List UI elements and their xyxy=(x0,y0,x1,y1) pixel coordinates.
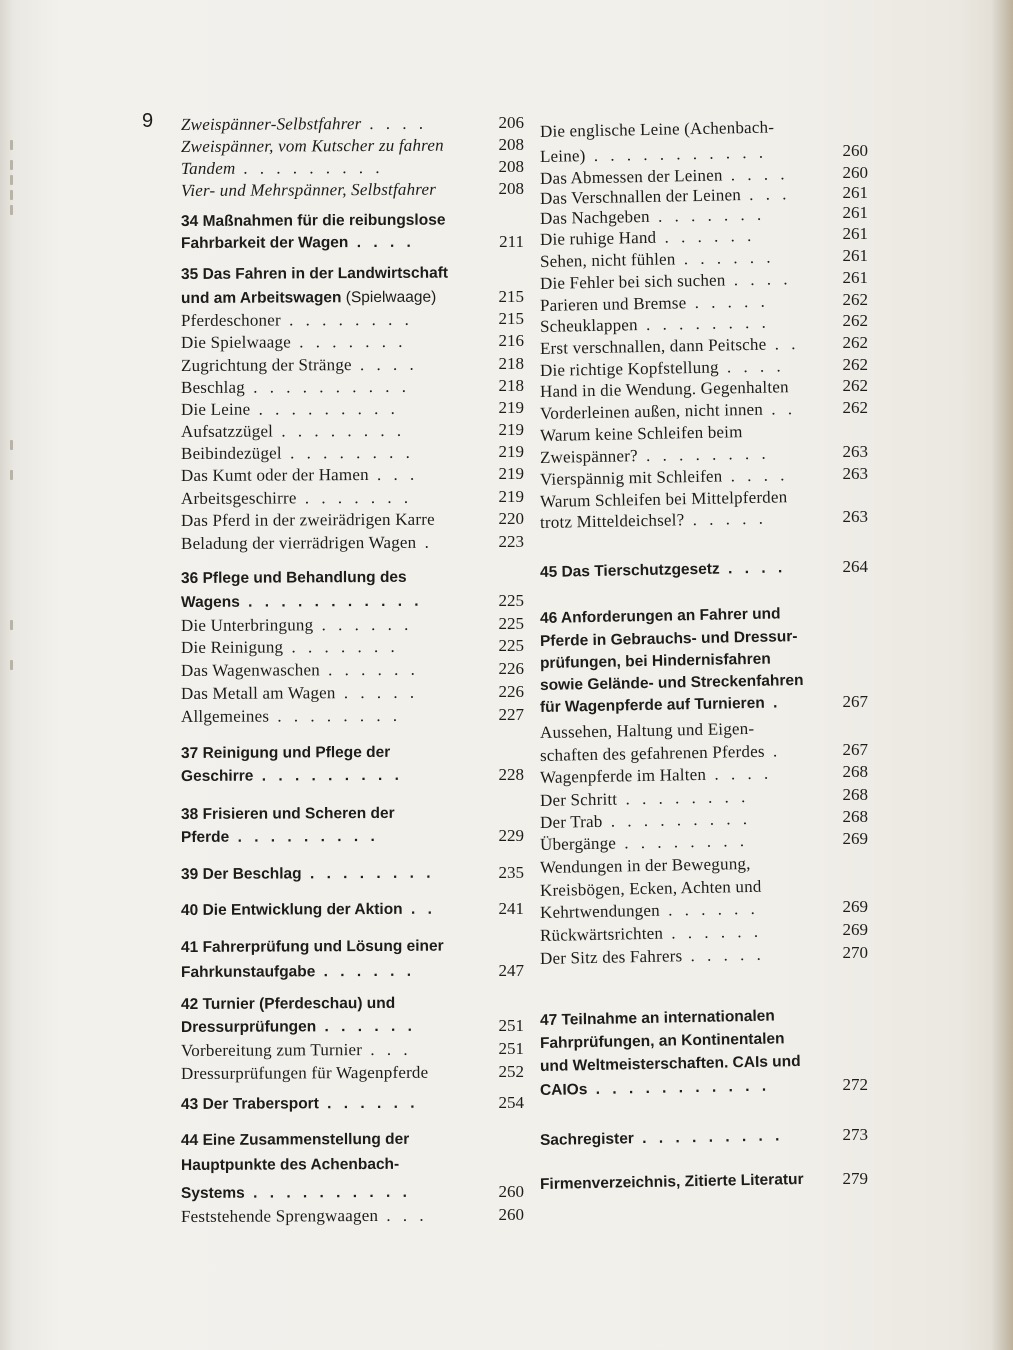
left-toc-entry-title: Das Pferd in der zweirädrigen Karre xyxy=(180,509,435,530)
right-toc-entry xyxy=(540,1028,785,1055)
right-toc-entry-title: Der Schritt xyxy=(539,789,618,810)
leader-dots: . . . . . . . xyxy=(296,487,413,508)
leader-dots: . . xyxy=(766,334,800,354)
left-toc-entry xyxy=(181,1062,428,1085)
right-toc-entry xyxy=(540,830,748,856)
page-binding xyxy=(0,0,18,1350)
left-toc-page-number: 252 xyxy=(498,1062,524,1082)
right-toc-page-number: 262 xyxy=(842,290,868,310)
right-toc-page-number: 262 xyxy=(842,355,868,375)
right-toc-page-number: 263 xyxy=(842,442,868,462)
leader-dots: . . . . . . xyxy=(316,1017,416,1036)
left-toc-entry xyxy=(181,1205,428,1228)
left-toc-page-number: 226 xyxy=(498,659,524,679)
left-toc-page-number: 215 xyxy=(498,309,524,329)
right-toc-entry-title: Warum keine Schleifen beim xyxy=(539,422,743,445)
right-toc-entry-title: Scheuklappen xyxy=(539,315,638,336)
left-toc-entry xyxy=(181,826,379,849)
left-toc-entry xyxy=(181,210,446,233)
right-toc-entry-title: Wagenpferde im Halten xyxy=(539,764,707,787)
left-toc-entry-title: Das Kumt oder der Hamen xyxy=(180,465,369,485)
right-toc-entry-title: Die Fehler bei sich suchen xyxy=(539,270,726,293)
right-toc-entry-title: Parieren und Bremse xyxy=(539,293,687,315)
left-toc-entry xyxy=(181,1129,409,1152)
left-toc-entry-title: Systems xyxy=(180,1184,245,1202)
leader-dots: . . . . . . . . xyxy=(269,705,402,726)
leader-dots: . . . . . xyxy=(686,291,770,313)
left-toc-entry-title: 35 Das Fahren in der Landwirtschaft xyxy=(180,264,449,283)
left-toc-entry xyxy=(181,509,435,532)
left-toc-page-number: 225 xyxy=(498,614,524,634)
right-toc-page-number: 260 xyxy=(842,141,868,161)
leader-dots: . . . . . . . . . xyxy=(250,398,399,419)
left-toc-entry-title: Dressurprüfungen für Wagenpferde xyxy=(180,1062,429,1083)
left-toc-entry xyxy=(181,659,419,682)
right-toc-entry-title: prüfungen, bei Hindernisfahren xyxy=(539,650,771,672)
left-toc-entry xyxy=(181,442,414,465)
left-toc-entry-title: 44 Eine Zusammenstellung der xyxy=(180,1130,410,1149)
left-toc-entry xyxy=(181,135,444,158)
left-toc-page-number: 251 xyxy=(498,1016,524,1036)
right-toc-entry xyxy=(540,1005,775,1032)
right-toc-entry-title: Die ruhige Hand xyxy=(539,227,657,249)
left-toc-entry xyxy=(181,636,399,659)
right-toc-entry-title: Übergänge xyxy=(539,833,617,854)
right-toc-entry xyxy=(540,1076,771,1102)
right-toc-entry-title: Sachregister xyxy=(539,1130,635,1149)
right-toc-entry xyxy=(540,763,773,789)
leader-dots: . . . . . . . . . . xyxy=(244,376,410,397)
leader-dots: . . . . . xyxy=(335,682,419,703)
left-toc-entry xyxy=(181,113,428,136)
right-toc-entry-title: Vorderleinen außen, nicht innen xyxy=(539,399,764,423)
left-toc-entry-title: Aufsatzzügel xyxy=(180,421,274,441)
binding-stitch xyxy=(10,620,13,630)
left-toc-entry-title: Allgemeines xyxy=(180,706,270,726)
right-toc-entry-title: Zweispänner? xyxy=(539,446,638,467)
left-toc-entry xyxy=(181,532,433,555)
left-toc-page-number: 218 xyxy=(498,376,524,396)
left-toc-entry xyxy=(181,179,436,202)
left-toc-page-number: 235 xyxy=(498,863,524,883)
left-toc-entry xyxy=(181,331,407,354)
left-toc-entry xyxy=(181,232,415,255)
leader-dots: . . . . xyxy=(718,356,785,377)
right-toc-entry-title: und Weltmeisterschaften. CAIs und xyxy=(539,1052,801,1075)
right-toc-entry xyxy=(540,557,787,584)
left-toc-entry xyxy=(181,354,418,377)
right-toc-entry xyxy=(540,718,755,744)
right-toc-entry-title: Das Abmessen der Leinen xyxy=(539,165,723,188)
leader-dots: . . . . . . xyxy=(315,962,416,981)
right-toc-page-number: 268 xyxy=(842,762,868,782)
left-toc-entry-title: Fahrbarkeit der Wagen xyxy=(180,234,349,252)
leader-dots: . . . xyxy=(740,184,791,205)
left-toc-entry-title: 34 Maßnahmen für die reibungslose xyxy=(180,211,446,230)
left-toc-page-number: 218 xyxy=(498,354,524,374)
left-toc-page-number: 227 xyxy=(498,705,524,725)
left-toc-entry-title: und am Arbeitswagen xyxy=(180,289,342,307)
leader-dots: . . . . . . . . xyxy=(280,309,413,330)
right-toc-entry-title: Warum Schleifen bei Mittelpferden xyxy=(539,487,788,511)
left-toc-entry xyxy=(181,309,413,332)
leader-dots: . . . xyxy=(362,1039,412,1060)
right-toc-page-number: 268 xyxy=(842,807,868,827)
binding-stitch xyxy=(10,175,13,185)
left-toc-entry-title: Die Reinigung xyxy=(180,637,284,657)
left-toc-entry-title: Tandem xyxy=(180,158,236,178)
left-toc-entry xyxy=(181,765,403,788)
right-toc-page-number: 263 xyxy=(842,464,868,484)
leader-dots: . . . . xyxy=(361,113,428,134)
leader-dots: . . xyxy=(762,399,797,419)
left-toc-page-number: 229 xyxy=(498,826,524,846)
leader-dots: . . . . . . . . . xyxy=(235,157,384,178)
leader-dots: . . . . . . . . xyxy=(273,420,406,441)
leader-dots: . . . . . xyxy=(684,508,768,530)
right-toc-entry-title: CAIOs xyxy=(539,1081,588,1099)
left-toc-entry xyxy=(181,1016,416,1039)
left-toc-entry xyxy=(181,287,436,310)
right-toc-entry-title: Sehen, nicht fühlen xyxy=(539,249,676,271)
right-toc-entry-title: Kehrtwendungen xyxy=(539,900,661,922)
leader-dots: . . . xyxy=(378,1205,428,1225)
left-toc-page-number: 225 xyxy=(498,591,524,611)
left-toc-page-number: 206 xyxy=(498,113,524,133)
left-toc-entry-title: Zweispänner, vom Kutscher zu fahren xyxy=(180,135,444,156)
left-toc-page-number: 254 xyxy=(498,1093,524,1113)
leader-dots: . . . . . . . . . . . xyxy=(239,592,423,611)
leader-dots: . . . . xyxy=(351,354,418,375)
left-toc-entry-title: Hauptpunkte des Achenbach- xyxy=(180,1155,400,1174)
left-toc-entry-title: Zweispänner-Selbstfahrer xyxy=(180,114,362,134)
left-toc-entry xyxy=(181,263,448,286)
left-toc-entry xyxy=(181,376,410,399)
binding-stitch xyxy=(10,205,13,215)
left-toc-entry-title: Fahrkunstaufgabe xyxy=(180,963,316,981)
left-toc-page-number: 219 xyxy=(498,442,524,462)
leader-dots: . . xyxy=(402,900,436,918)
right-toc-page-number: 262 xyxy=(842,311,868,331)
left-toc-entry xyxy=(181,157,384,180)
leader-dots: . . . . . xyxy=(682,944,765,966)
left-toc-entry-title: 39 Der Beschlag xyxy=(180,865,302,883)
left-toc-entry xyxy=(181,863,435,886)
right-toc-entry-title: Pferde in Gebrauchs- und Dressur- xyxy=(539,628,798,650)
right-toc-entry-title: Wendungen in der Bewegung, xyxy=(539,853,751,877)
right-toc-entry xyxy=(540,117,775,143)
binding-stitch xyxy=(10,440,13,450)
chapter-number: 9 xyxy=(142,110,154,132)
right-toc-entry xyxy=(540,508,767,534)
left-toc-entry-title: 36 Pflege und Behandlung des xyxy=(180,568,407,587)
left-toc-entry-title: Die Unterbringung xyxy=(180,615,314,635)
right-toc-entry-title: Vierspännig mit Schleifen xyxy=(539,466,723,489)
left-toc-entry-title: Feststehende Sprengwaagen xyxy=(180,1205,379,1226)
left-toc-page-number: 208 xyxy=(498,157,524,177)
left-toc-entry-subtitle: (Spielwaage) xyxy=(341,288,437,307)
right-toc-entry-title: Aussehen, Haltung und Eigen- xyxy=(539,718,755,742)
left-toc-entry-title: Geschirre xyxy=(180,767,254,785)
leader-dots: . . . . . . . xyxy=(283,636,399,657)
left-toc-entry-title: Arbeitsgeschirre xyxy=(180,488,297,508)
left-toc-entry-title: Das Metall am Wagen xyxy=(180,683,336,703)
left-toc-entry-title: 38 Frisieren und Scheren der xyxy=(180,804,395,823)
leader-dots: . . . . . . . . . xyxy=(253,766,403,785)
right-toc-entry-title: für Wagenpferde auf Turnieren xyxy=(539,694,765,716)
right-toc-entry-title: Das Nachgeben xyxy=(539,206,650,228)
right-toc-page-number: 261 xyxy=(842,183,868,203)
left-toc-entry xyxy=(181,1093,419,1116)
leader-dots: . . . xyxy=(368,464,419,485)
right-toc-entry-title: Der Trab xyxy=(539,811,603,832)
leader-dots: . . . . . . . . . xyxy=(602,808,752,831)
right-toc-page-number: 261 xyxy=(842,268,868,288)
right-toc-entry xyxy=(540,1125,784,1152)
leader-dots: . . . . . . xyxy=(675,247,775,269)
left-toc-entry-title: Zugrichtung der Stränge xyxy=(180,355,352,375)
right-toc-page-number: 273 xyxy=(842,1125,868,1145)
leader-dots: . . . . . . . . xyxy=(637,443,770,466)
left-toc-entry-title: Beladung der vierrädrigen Wagen xyxy=(180,532,417,553)
right-toc-page-number: 267 xyxy=(842,740,868,760)
left-toc-entry xyxy=(181,1039,412,1062)
right-toc-page-number: 262 xyxy=(842,376,868,396)
left-toc-page-number: 260 xyxy=(498,1205,524,1225)
left-toc-page-number: 228 xyxy=(498,765,524,785)
left-toc-entry-title: Beschlag xyxy=(180,377,245,397)
left-toc-entry-title: 41 Fahrerprüfung und Lösung einer xyxy=(180,937,444,956)
right-toc-page-number: 260 xyxy=(842,163,868,183)
left-toc-entry xyxy=(181,961,415,984)
leader-dots: . . . . . . . . xyxy=(615,831,749,853)
left-toc-entry-title: Dressurprüfungen xyxy=(180,1018,317,1036)
left-toc-entry xyxy=(181,936,444,959)
leader-dots: . . . . xyxy=(705,763,773,784)
left-toc-entry xyxy=(181,1182,411,1205)
leader-dots: . . . . . . xyxy=(659,898,760,920)
right-toc-page-number: 267 xyxy=(842,692,868,712)
left-toc-page-number: 241 xyxy=(498,899,524,919)
right-toc-entry xyxy=(540,603,781,630)
left-toc-entry-title: Pferdeschoner xyxy=(180,310,281,330)
left-toc-entry-title: Das Wagenwaschen xyxy=(180,660,320,680)
binding-stitch xyxy=(10,190,13,200)
leader-dots: . . . . . . . xyxy=(649,204,766,226)
right-toc-page-number: 272 xyxy=(842,1075,868,1095)
left-toc-page-number: 211 xyxy=(499,232,524,252)
right-toc-entry xyxy=(540,921,762,947)
leader-dots: . . . . . . . . . xyxy=(633,1127,784,1148)
left-toc-entry xyxy=(181,993,395,1016)
left-toc-page-number: 220 xyxy=(498,509,524,529)
right-toc-entry-title: Firmenverzeichnis, Zitierte Literatur xyxy=(539,1170,804,1193)
right-toc-page-number: 270 xyxy=(842,943,868,963)
right-toc-entry-title: schaften des gefahrenen Pferdes xyxy=(539,741,765,765)
right-toc-entry-title: Erst verschnallen, dann Peitsche xyxy=(539,334,767,358)
left-toc-entry-title: Wagens xyxy=(180,593,240,611)
left-toc-entry xyxy=(181,487,412,510)
right-toc-page-number: 261 xyxy=(842,224,868,244)
right-toc-page-number: 269 xyxy=(842,829,868,849)
right-toc-page-number: 262 xyxy=(842,398,868,418)
left-toc-page-number: 225 xyxy=(498,636,524,656)
right-toc-entry-title: Die englische Leine (Achenbach- xyxy=(539,117,775,141)
right-toc-page-number: 279 xyxy=(842,1169,868,1189)
left-toc-entry-title: Pferde xyxy=(180,828,230,846)
right-toc-entry-title: Die richtige Kopfstellung xyxy=(539,357,719,380)
right-toc-entry-title: Der Sitz des Fahrers xyxy=(539,946,683,968)
right-toc-entry-title: Hand in die Wendung. Gegenhalten xyxy=(539,377,789,401)
left-toc-entry-title: Beibindezügel xyxy=(180,443,282,463)
right-toc-entry-title: 46 Anforderungen an Fahrer und xyxy=(539,605,781,627)
right-toc-entry xyxy=(540,944,765,970)
leader-dots: . xyxy=(416,532,433,552)
leader-dots: . . . . . . . . . . xyxy=(244,1183,411,1202)
left-toc-entry-title: Die Leine xyxy=(180,399,251,419)
leader-dots: . . . . . . xyxy=(662,921,763,943)
left-toc-entry xyxy=(181,1154,399,1177)
left-toc-entry-title: Vier- und Mehrspänner, Selbstfahrer xyxy=(180,179,437,200)
leader-dots: . xyxy=(764,741,782,761)
leader-dots: . . . . . . . . . xyxy=(229,827,379,846)
leader-dots: . . . . xyxy=(725,269,792,290)
left-toc-page-number: 208 xyxy=(498,135,524,155)
left-toc-page-number: 219 xyxy=(498,464,524,484)
right-toc-page-number: 264 xyxy=(842,557,868,577)
left-toc-page-number: 251 xyxy=(498,1039,524,1059)
left-toc-page-number: 219 xyxy=(498,420,524,440)
right-toc-entry-title: trotz Mitteldeichsel? xyxy=(539,510,685,532)
right-toc-page-number: 269 xyxy=(842,920,868,940)
right-toc-page-number: 261 xyxy=(842,203,868,223)
binding-stitch xyxy=(10,470,13,480)
right-toc-page-number: 269 xyxy=(842,897,868,917)
leader-dots: . . . . . . xyxy=(319,659,419,680)
left-toc-page-number: 208 xyxy=(498,179,524,199)
right-toc-entry-title: 47 Teilnahme an internationalen xyxy=(539,1007,775,1029)
left-toc-entry xyxy=(181,591,423,614)
binding-stitch xyxy=(10,160,13,170)
left-toc-entry xyxy=(181,567,407,590)
left-toc-page-number: 226 xyxy=(498,682,524,702)
left-toc-entry xyxy=(181,705,401,728)
right-toc-page-number: 268 xyxy=(842,785,868,805)
right-toc-entry-title: Das Verschnallen der Leinen xyxy=(539,185,742,208)
leader-dots: . . . . xyxy=(348,233,415,252)
left-toc-page-number: 219 xyxy=(498,487,524,507)
leader-dots: . . . . . . . . xyxy=(301,864,435,883)
right-toc-entry xyxy=(540,1169,804,1196)
page-edge-shadow xyxy=(991,0,1013,1350)
left-toc-entry-title: 37 Reinigung und Pflege der xyxy=(180,743,391,762)
right-toc-entry-title: Fahrprüfungen, an Kontinentalen xyxy=(539,1030,785,1052)
right-toc-page-number: 263 xyxy=(842,507,868,527)
binding-stitch xyxy=(10,140,13,150)
right-toc-entry xyxy=(540,398,796,425)
binding-stitch xyxy=(10,660,13,670)
right-toc-entry xyxy=(540,853,751,879)
leader-dots: . . . . . . . . xyxy=(637,312,770,335)
left-toc-page-number: 219 xyxy=(498,398,524,418)
left-toc-page-number: 247 xyxy=(498,961,524,981)
left-toc-entry xyxy=(181,398,399,421)
right-toc-entry-title: Leine) xyxy=(539,146,586,166)
left-toc-entry-title: 42 Turnier (Pferdeschau) und xyxy=(180,994,396,1013)
right-toc-entry-title: 45 Das Tierschutzgesetz xyxy=(539,560,720,581)
left-toc-entry xyxy=(181,614,412,637)
left-toc-entry xyxy=(181,803,395,826)
left-toc-page-number: 223 xyxy=(498,532,524,552)
left-toc-entry xyxy=(181,742,390,765)
left-toc-page-number: 260 xyxy=(498,1182,524,1202)
leader-dots: . . . . . . . . xyxy=(281,442,414,463)
right-toc-entry xyxy=(540,692,782,719)
left-toc-entry-title: Vorbereitung zum Turnier xyxy=(180,1040,363,1060)
right-toc-entry xyxy=(540,1051,801,1078)
leader-dots: . . . . xyxy=(722,465,789,486)
right-toc-entry-title: Kreisbögen, Ecken, Achten und xyxy=(539,876,762,900)
leader-dots: . . . . xyxy=(719,559,787,578)
left-toc-entry-title: Die Spielwaage xyxy=(180,332,292,352)
left-toc-entry-title: 43 Der Trabersport xyxy=(180,1095,319,1113)
leader-dots: . . . . . . . . . . . xyxy=(585,142,768,166)
left-toc-page-number: 216 xyxy=(498,331,524,351)
left-toc-entry xyxy=(181,464,418,487)
leader-dots: . . . . . . . xyxy=(290,331,407,352)
right-toc-page-number: 262 xyxy=(842,333,868,353)
right-toc-entry-title: sowie Gelände- und Streckenfahren xyxy=(539,671,804,694)
left-toc-entry xyxy=(181,420,405,443)
leader-dots: . . . . xyxy=(722,164,789,185)
leader-dots: . . . . . . xyxy=(318,1094,419,1113)
right-toc-entry-title: Rückwärtsrichten xyxy=(539,923,664,945)
left-toc-entry xyxy=(181,682,418,705)
leader-dots: . . . . . . . . xyxy=(617,786,750,809)
left-toc-entry-title: 40 Die Entwicklung der Aktion xyxy=(180,900,403,919)
leader-dots: . . . . . . xyxy=(313,614,413,635)
left-toc-page-number: 215 xyxy=(498,287,524,307)
right-toc-entry xyxy=(540,898,759,924)
left-toc-entry xyxy=(181,899,436,922)
right-toc-page-number: 261 xyxy=(842,246,868,266)
leader-dots: . . . . . . . . . . . xyxy=(587,1077,771,1099)
leader-dots: . . . . . . xyxy=(656,225,756,247)
leader-dots: . xyxy=(764,694,782,712)
